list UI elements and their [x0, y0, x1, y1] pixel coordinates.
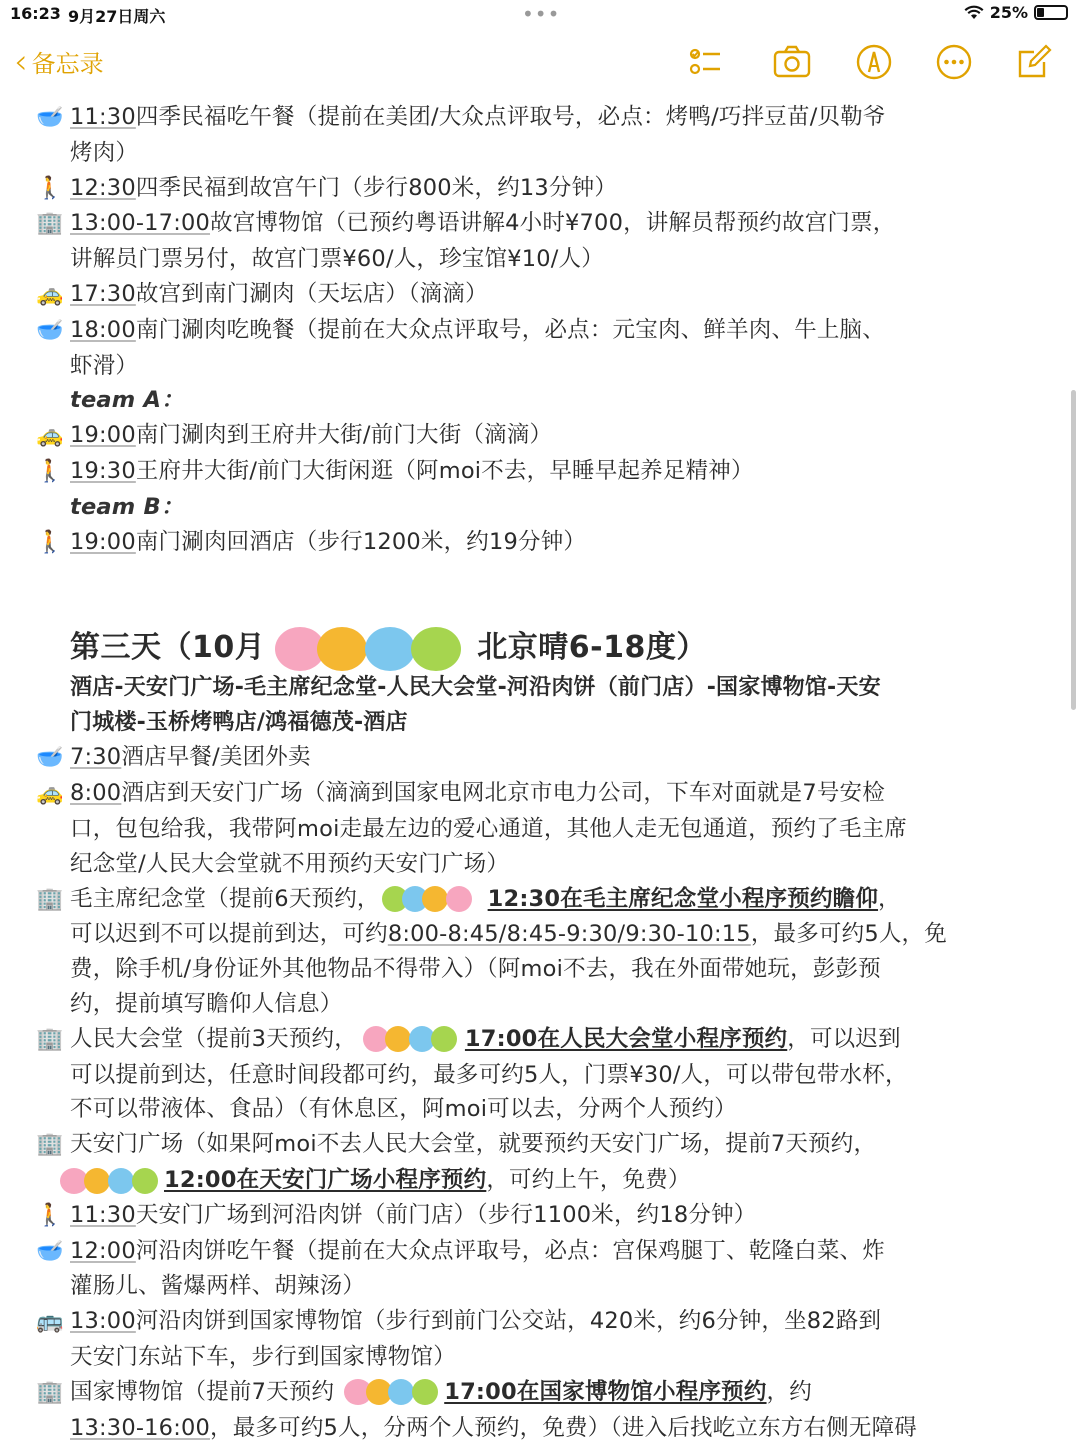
redaction-blobs: [334, 1379, 444, 1405]
walking-icon: 🚶: [36, 1202, 64, 1228]
note-line: 约，提前填写瞻仰人信息）: [70, 991, 343, 1018]
note-line: 🥣 18:00南门涮肉吃晚餐（提前在大众点评取号，必点：元宝肉、鲜羊肉、牛上脑、: [70, 313, 1010, 349]
more-icon[interactable]: [934, 42, 974, 82]
redaction-blobs: [380, 886, 488, 912]
note-line: 🏢 人民大会堂（提前3天预约， 17:00在人民大会堂小程序预约，可以迟到: [70, 1022, 1010, 1058]
note-line: 灌肠儿、酱爆两样、胡辣汤）: [70, 1273, 366, 1300]
taxi-icon: 🚕: [36, 781, 64, 807]
team-a-label: team A：: [70, 387, 184, 414]
note-line: 🥣 11:30四季民福吃午餐（提前在美团/大众点评取号，必点：烤鸭/巧拌豆苗/贝勒爷: [70, 100, 1010, 136]
note-line: 🚶 19:30王府井大街/前门大街闲逛（阿moi不去，早睡早起养足精神）: [70, 454, 1010, 490]
note-line: 可以提前到达，任意时间段都可约，最多可约5人，门票¥30/人，可以带包带水杯，: [70, 1061, 908, 1088]
note-line: 🚌 13:00河沿肉饼到国家博物馆（步行到前门公交站，420米，约6分钟，坐82路到: [70, 1304, 1010, 1340]
battery-fill: [1037, 8, 1044, 17]
chevron-left-icon: ‹: [14, 41, 28, 82]
note-line: 🏢 毛主席纪念堂（提前6天预约， 12:30在毛主席纪念堂小程序预约瞻仰，: [70, 882, 1010, 918]
battery-percent: 25%: [989, 3, 1028, 22]
note-line: 🥣 7:30酒店早餐/美团外卖: [70, 740, 1010, 776]
building-icon: 🏢: [36, 211, 64, 237]
bowl-icon: 🥣: [36, 317, 64, 343]
status-time: 16:23: [10, 4, 61, 23]
markup-icon[interactable]: [854, 42, 894, 82]
building-icon: 🏢: [36, 1132, 64, 1158]
status-bar: [0, 0, 1080, 30]
bowl-icon: 🥣: [36, 745, 64, 771]
note-line: 🏢 国家博物馆（提前7天预约 17:00在国家博物馆小程序预约，约: [70, 1375, 1010, 1411]
note-line: 12:00在天安门广场小程序预约，可约上午，免费）: [60, 1163, 1010, 1198]
multitask-dots-icon[interactable]: •••: [522, 2, 561, 26]
redaction-blobs: [265, 627, 471, 671]
building-icon: 🏢: [36, 1026, 64, 1052]
bowl-icon: 🥣: [36, 105, 64, 130]
walking-icon: 🚶: [36, 529, 64, 555]
note-line: 13:30-16:00，最多可约5人，分两个人预约，免费）（进入后找屹立东方右侧无障碍: [70, 1414, 917, 1441]
battery-icon: [1034, 5, 1068, 20]
building-icon: 🏢: [36, 1379, 64, 1405]
note-line: 讲解员门票另付，故宫门票¥60/人，珍宝馆¥10/人）: [70, 246, 604, 273]
note-line: 🚕 19:00南门涮肉到王府井大街/前门大街（滴滴）: [70, 418, 1010, 454]
back-button[interactable]: [14, 41, 104, 82]
note-line: 纪念堂/人民大会堂就不用预约天安门广场）: [70, 850, 510, 877]
note-line: 🏢 天安门广场（如果阿moi不去人民大会堂，就要预约天安门广场，提前7天预约，: [70, 1127, 1010, 1163]
note-line: 🚶 11:30天安门广场到河沿肉饼（前门店）（步行1100米，约18分钟）: [70, 1198, 1010, 1234]
day3-route: 酒店-天安门广场-毛主席纪念堂-人民大会堂-河沿肉饼（前门店）-国家博物馆-天安: [70, 674, 881, 700]
note-line: 虾滑）: [70, 352, 139, 379]
note-line: 🏢 13:00-17:00故宫博物馆（已预约粤语讲解4小时¥700，讲解员帮预约故宫门票，: [70, 206, 1010, 242]
note-line: 🥣 12:00河沿肉饼吃午餐（提前在大众点评取号，必点：宫保鸡腿丁、乾隆白菜、炸: [70, 1234, 1010, 1270]
back-label: 备忘录: [31, 50, 104, 78]
team-b-label: team B：: [70, 493, 184, 520]
note-line: 🚕 8:00酒店到天安门广场（滴滴到国家电网北京市电力公司，下车对面就是7号安检: [70, 776, 1010, 812]
day3-route: 门城楼-玉桥烤鸭店/鸿福德茂-酒店: [70, 709, 408, 735]
day3-heading: 第三天（10月 北京晴6-18度）: [70, 626, 1010, 671]
compose-icon[interactable]: [1014, 42, 1054, 82]
scrollbar[interactable]: [1071, 390, 1076, 710]
note-line: 天安门东站下车，步行到国家博物馆）: [70, 1344, 456, 1370]
taxi-icon: 🚕: [36, 281, 64, 307]
note-line: 🚕 17:30故宫到南门涮肉（天坛店）（滴滴）: [70, 277, 1010, 313]
note-line: 🚶 12:30四季民福到故宫午门（步行800米，约13分钟）: [70, 171, 1010, 207]
building-icon: 🏢: [36, 886, 64, 912]
status-date: 9月27日周六: [68, 7, 166, 26]
checklist-icon[interactable]: [686, 42, 726, 82]
bus-icon: 🚌: [36, 1309, 64, 1335]
bowl-icon: 🥣: [36, 1238, 64, 1264]
note-line: 口，包包给我，我带阿moi走最左边的爱心通道，其他人走无包通道，预约了毛主席: [70, 816, 908, 843]
note-line: 费，除手机/身份证外其他物品不得带入）（阿moi不去，我在外面带她玩，彭彭预: [70, 956, 881, 983]
walking-icon: 🚶: [36, 458, 64, 484]
taxi-icon: 🚕: [36, 423, 64, 449]
wifi-icon: [964, 5, 984, 21]
note-body[interactable]: [36, 100, 1010, 1445]
note-line: 烤肉）: [70, 139, 139, 166]
note-line: 🚶 19:00南门涮肉回酒店（步行1200米，约19分钟）: [70, 525, 1010, 561]
redaction-blobs: [60, 1168, 164, 1194]
redaction-blobs: [357, 1026, 465, 1052]
note-line: 可以迟到不可以提前到达，可约8:00-8:45/8:45-9:30/9:30-10:15，最多可约5人，免: [70, 921, 947, 948]
camera-icon[interactable]: [772, 42, 812, 82]
note-line: 不可以带液体、食品）（有休息区，阿moi可以去，分两个人预约）: [70, 1096, 737, 1123]
notes-toolbar: [0, 36, 1080, 92]
walking-icon: 🚶: [36, 175, 64, 201]
